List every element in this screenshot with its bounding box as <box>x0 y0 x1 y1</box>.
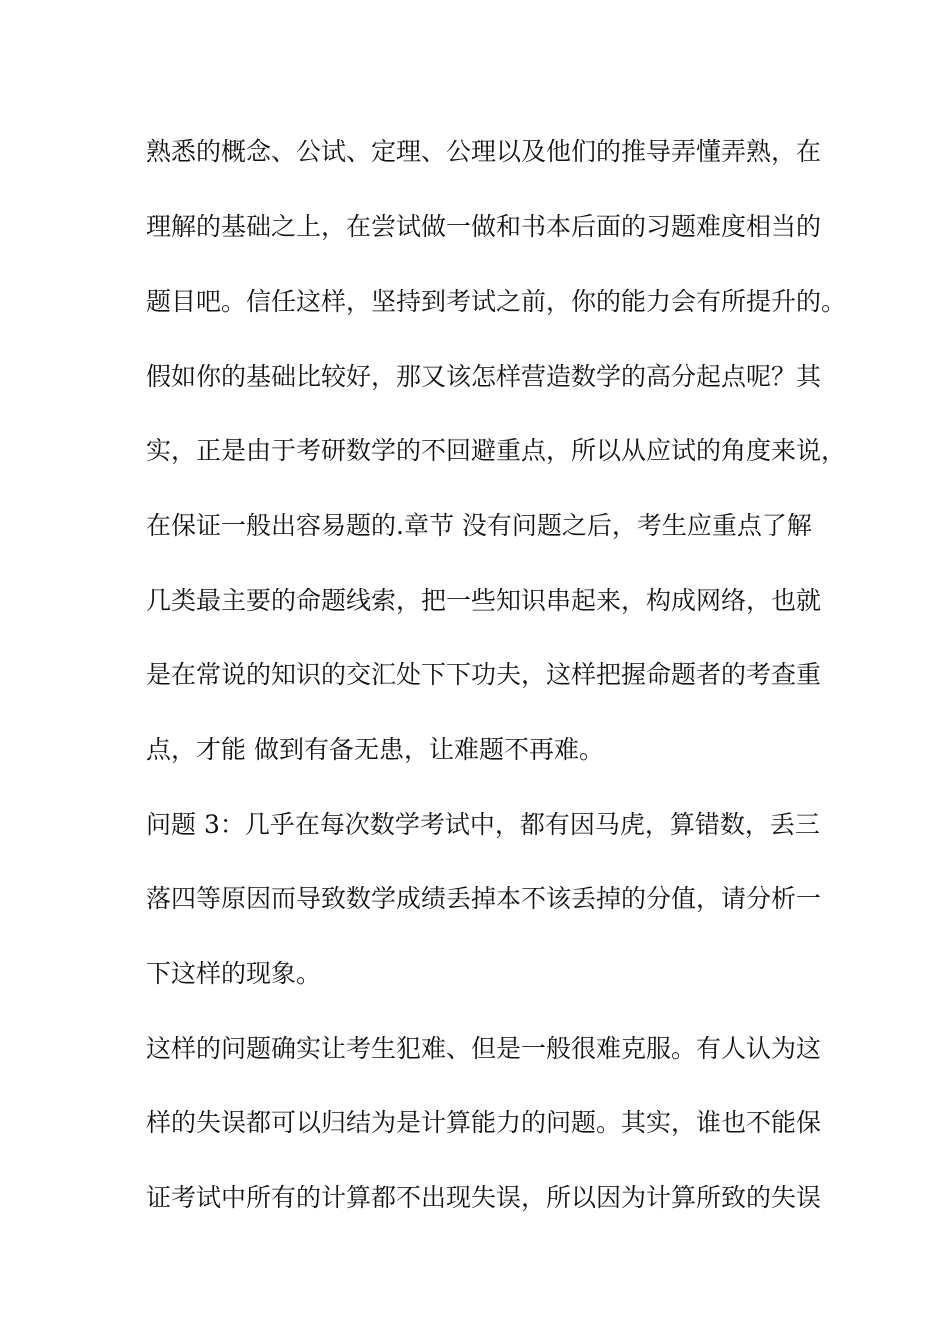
text-line: 假如你的基础比较好，那又该怎样营造数学的高分起点呢？其 <box>146 362 822 391</box>
text-line: 几类最主要的命题线索，把一些知识串起来，构成网络，也就 <box>146 586 822 615</box>
text-line: 点，才能 做到有备无患，让难题不再难。 <box>146 735 604 764</box>
text-line: 是在常说的知识的交汇处下下功夫，这样把握命题者的考查重 <box>146 660 822 689</box>
text-line: 题目吧。信任这样，坚持到考试之前，你的能力会有所提升的。 <box>146 287 847 316</box>
text-line: 证考试中所有的计算都不出现失误，所以因为计算所致的失误 <box>146 1183 822 1212</box>
text-line: 这样的问题确实让考生犯难、但是一般很难克服。有人认为这 <box>146 1034 822 1063</box>
text-line: 熟悉的概念、公试、定理、公理以及他们的推导弄懂弄熟，在 <box>146 137 822 166</box>
text-line: 落四等原因而导致数学成绩丢掉本不该丢掉的分值，请分析一 <box>146 884 822 913</box>
text-line: 在保证一般出容易题的.章节 没有问题之后，考生应重点了解 <box>146 511 812 540</box>
text-line: 理解的基础之上，在尝试做一做和书本后面的习题难度相当的 <box>146 212 822 241</box>
text-line: 问题 3：几乎在每次数学考试中，都有因马虎，算错数，丢三 <box>146 810 820 839</box>
text-line: 下这样的现象。 <box>146 959 322 988</box>
text-line: 样的失误都可以归结为是计算能力的问题。其实，谁也不能保 <box>146 1108 822 1137</box>
text-line: 实，正是由于考研数学的不回避重点，所以从应试的角度来说， <box>146 436 847 465</box>
